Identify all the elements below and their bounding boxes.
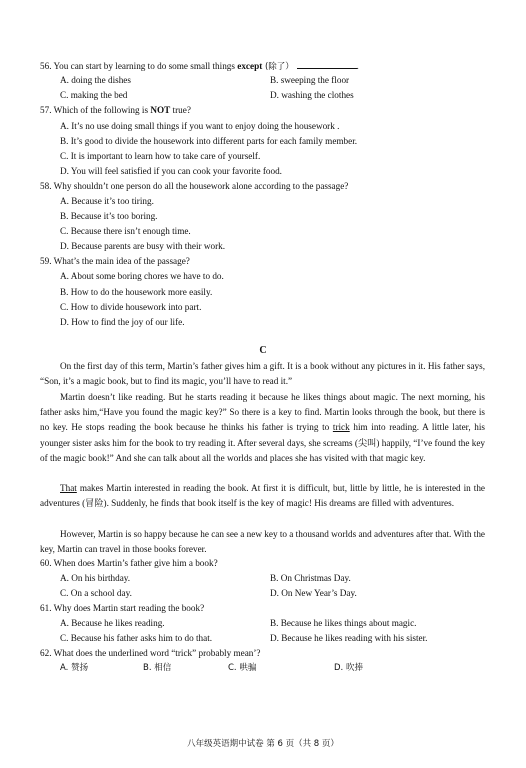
- question-60-option-a: A. On his birthday.: [60, 573, 131, 583]
- question-62-stem: 62. What does the underlined word “trick” probably mean’?: [40, 648, 261, 658]
- section-label: C: [259, 345, 267, 356]
- question-58-option-a: A. Because it’s too tiring.: [60, 196, 154, 206]
- underlined-word-that: That: [60, 483, 77, 493]
- question-61-option-c: C. Because his father asks him to do that.: [60, 633, 213, 643]
- question-61-option-d: D. Because he likes reading with his sister.: [270, 633, 428, 643]
- page-footer: 八年级英语期中试卷 第 6 页（共 8 页）: [187, 739, 339, 749]
- question-61-option-b: B. Because he likes things about magic.: [270, 618, 417, 628]
- passage-paragraph-4: However, Martin is so happy because he can see a new key to a thousand worlds and adventures after that. With the key, Martin can travel in those books forever.: [40, 529, 485, 555]
- underlined-word-trick: trick: [332, 422, 350, 433]
- passage-paragraph-3: That makes Martin interested in reading the book. At first it is difficult, but, little by little, he is interested in the adventures (冒险). Suddenly, he finds that book itself is the key of magic! His dreams are filled with adventures.: [40, 483, 485, 509]
- question-59-stem: 59. What’s the main idea of the passage?: [40, 256, 190, 266]
- question-57-option-c: C. It is important to learn how to take care of yourself.: [60, 151, 261, 161]
- question-60-option-c: C. On a school day.: [60, 588, 132, 598]
- question-57-option-b: B. It’s good to divide the housework into different parts for each family member.: [60, 136, 358, 146]
- question-58-stem: 58. Why shouldn’t one person do all the housework alone according to the passage?: [40, 181, 349, 191]
- question-60-option-d: D. On New Year’s Day.: [270, 588, 357, 598]
- question-56-option-b: B. sweeping the floor: [270, 75, 350, 85]
- question-59-option-a: A. About some boring chores we have to do.: [60, 271, 224, 281]
- question-62-option-a: A. 赞扬: [60, 663, 89, 673]
- question-56-option-a: A. doing the dishes: [60, 75, 131, 85]
- question-56-stem: 56. You can start by learning to do some small things except (除了） .: [40, 61, 359, 72]
- question-58-option-c: C. Because there isn’t enough time.: [60, 226, 191, 236]
- question-56-option-c: C. making the bed: [60, 90, 128, 100]
- question-57-option-a: A. It’s no use doing small things if you want to enjoy doing the housework .: [60, 121, 340, 131]
- question-59-option-b: B. How to do the housework more easily.: [60, 287, 213, 297]
- question-58-option-d: D. Because parents are busy with their work.: [60, 241, 226, 251]
- answer-blank: [297, 59, 357, 69]
- question-60-option-b: B. On Christmas Day.: [270, 573, 351, 583]
- question-62-option-c: C. 哄骗: [228, 663, 257, 673]
- question-61-option-a: A. Because he likes reading.: [60, 618, 165, 628]
- question-61-stem: 61. Why does Martin start reading the book?: [40, 603, 205, 613]
- question-60-stem: 60. When does Martin’s father give him a book?: [40, 558, 218, 568]
- question-56-option-d: D. washing the clothes: [270, 90, 354, 100]
- question-62-option-d: D. 吹捧: [334, 663, 363, 673]
- question-59-option-c: C. How to divide housework into part.: [60, 302, 202, 312]
- passage-paragraph-1: On the first day of this term, Martin’s father gives him a gift. It is a book without any pictures in it. His father says, “Son, it’s a magic book, but to find its magic, you’ll have to read it.”: [40, 361, 485, 387]
- question-57-stem: 57. Which of the following is NOT true?: [40, 105, 191, 115]
- question-62-option-b: B. 相信: [143, 663, 172, 673]
- question-59-option-d: D. How to find the joy of our life.: [60, 317, 185, 327]
- question-57-option-d: D. You will feel satisfied if you can cook your favorite food.: [60, 166, 282, 176]
- question-58-option-b: B. Because it’s too boring.: [60, 211, 158, 221]
- passage-paragraph-2: Martin doesn’t like reading. But he starts reading it because he likes things about magic. The next morning, his father asks him,“Have you found the magic key?” So there is a key to find. Martin looks through the book, but there is no key. He stops reading the book because he thinks his father is trying to trick him into reading. A little later, his younger sister asks him for the book to try reading it. After several days, she screams (尖叫) happily, “I’ve found the key of the magic book!” And she can talk about all the worlds and places she has visited with that magic key.: [40, 392, 485, 463]
